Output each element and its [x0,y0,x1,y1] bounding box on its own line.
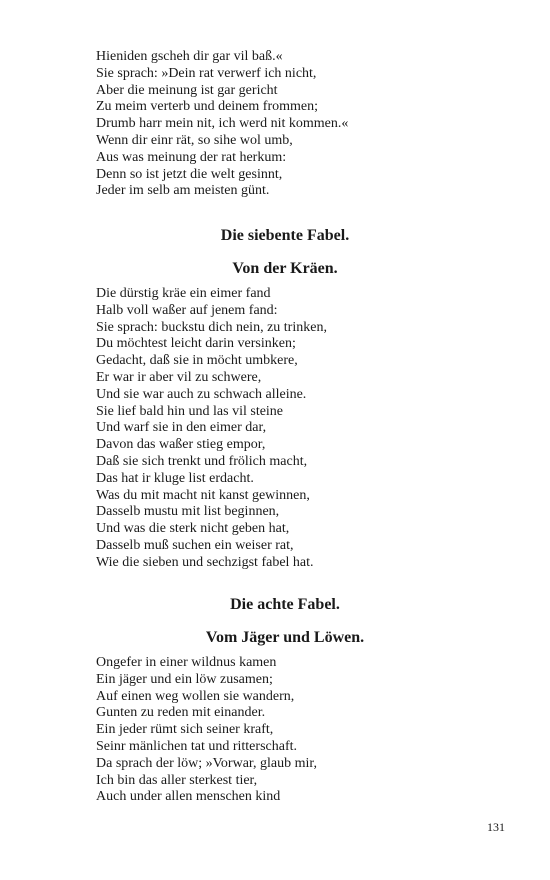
verse-line: Da sprach der löw; »Vorwar, glaub mir, [96,755,318,771]
top-stanza [96,49,496,200]
fable-7-title: Von der Kräen. [232,260,338,277]
verse-line: Dasselb mustu mit list beginnen, [96,504,280,520]
verse-line: Sie lief bald hin und las vil steine [96,403,284,419]
verse-line: Zu meim verterb und deinem frommen; [96,99,318,115]
fable-8-heading: Die achte Fabel. [230,596,340,613]
fable-7-verses [96,286,496,572]
verse-line: Jeder im selb am meisten günt. [96,183,270,199]
verse-line: Daß sie sich trenkt und frölich macht, [96,453,308,469]
verse-line: Auf einen weg wollen sie wandern, [96,688,295,704]
verse-line: Hieniden gscheh dir gar vil baß.« [96,49,283,64]
verse-line: Dasselb muß suchen ein weiser rat, [96,537,294,553]
verse-line: Halb voll waßer auf jenem fand: [96,302,278,318]
verse-line: Sie sprach: buckstu dich nein, zu trinken, [96,319,327,335]
fable-7-heading: Die siebente Fabel. [220,227,350,244]
verse-line: Sie sprach: »Dein rat verwerf ich nicht, [96,65,317,81]
verse-line: Gunten zu reden mit einander. [96,705,266,721]
verse-line: Er war ir aber vil zu schwere, [96,369,262,385]
verse-line: Davon das waßer stieg empor, [96,437,266,453]
page-number: 131 [487,820,505,834]
verse-line: Du möchtest leicht darin versinken; [96,336,296,352]
verse-line: Ein jäger und ein löw zusamen; [96,671,273,687]
verse-line: Ongefer in einer wildnus kamen [96,655,277,670]
fable-8-verses [96,655,496,806]
verse-line: Drumb harr mein nit, ich werd nit kommen.« [96,116,349,132]
verse-line: Wie die sieben und sechzigst fabel hat. [96,554,314,570]
verse-line: Und sie war auch zu schwach alleine. [96,386,307,402]
verse-line: Aber die meinung ist gar gericht [96,82,278,98]
verse-line: Ein jeder rümt sich seiner kraft, [96,722,274,738]
verse-line: Was du mit macht nit kanst gewinnen, [96,487,310,503]
verse-line: Die dürstig kräe ein eimer fand [96,286,271,301]
verse-line: Wenn dir einr rät, so sihe wol umb, [96,132,293,148]
verse-line: Denn so ist jetzt die welt gesinnt, [96,166,283,182]
verse-line: Ich bin das aller sterkest tier, [96,772,258,788]
fable-8-title: Vom Jäger und Löwen. [205,629,365,646]
verse-line: Und was die sterk nicht geben hat, [96,521,290,537]
verse-line: Aus was meinung der rat herkum: [96,149,287,165]
verse-line: Auch under allen menschen kind [96,789,281,805]
verse-line: Das hat ir kluge list erdacht. [96,470,254,486]
verse-line: Gedacht, daß sie in möcht umbkere, [96,353,298,369]
verse-line: Seinr mänlichen tat und ritterschaft. [96,738,297,754]
verse-line: Und warf sie in den eimer dar, [96,420,267,436]
